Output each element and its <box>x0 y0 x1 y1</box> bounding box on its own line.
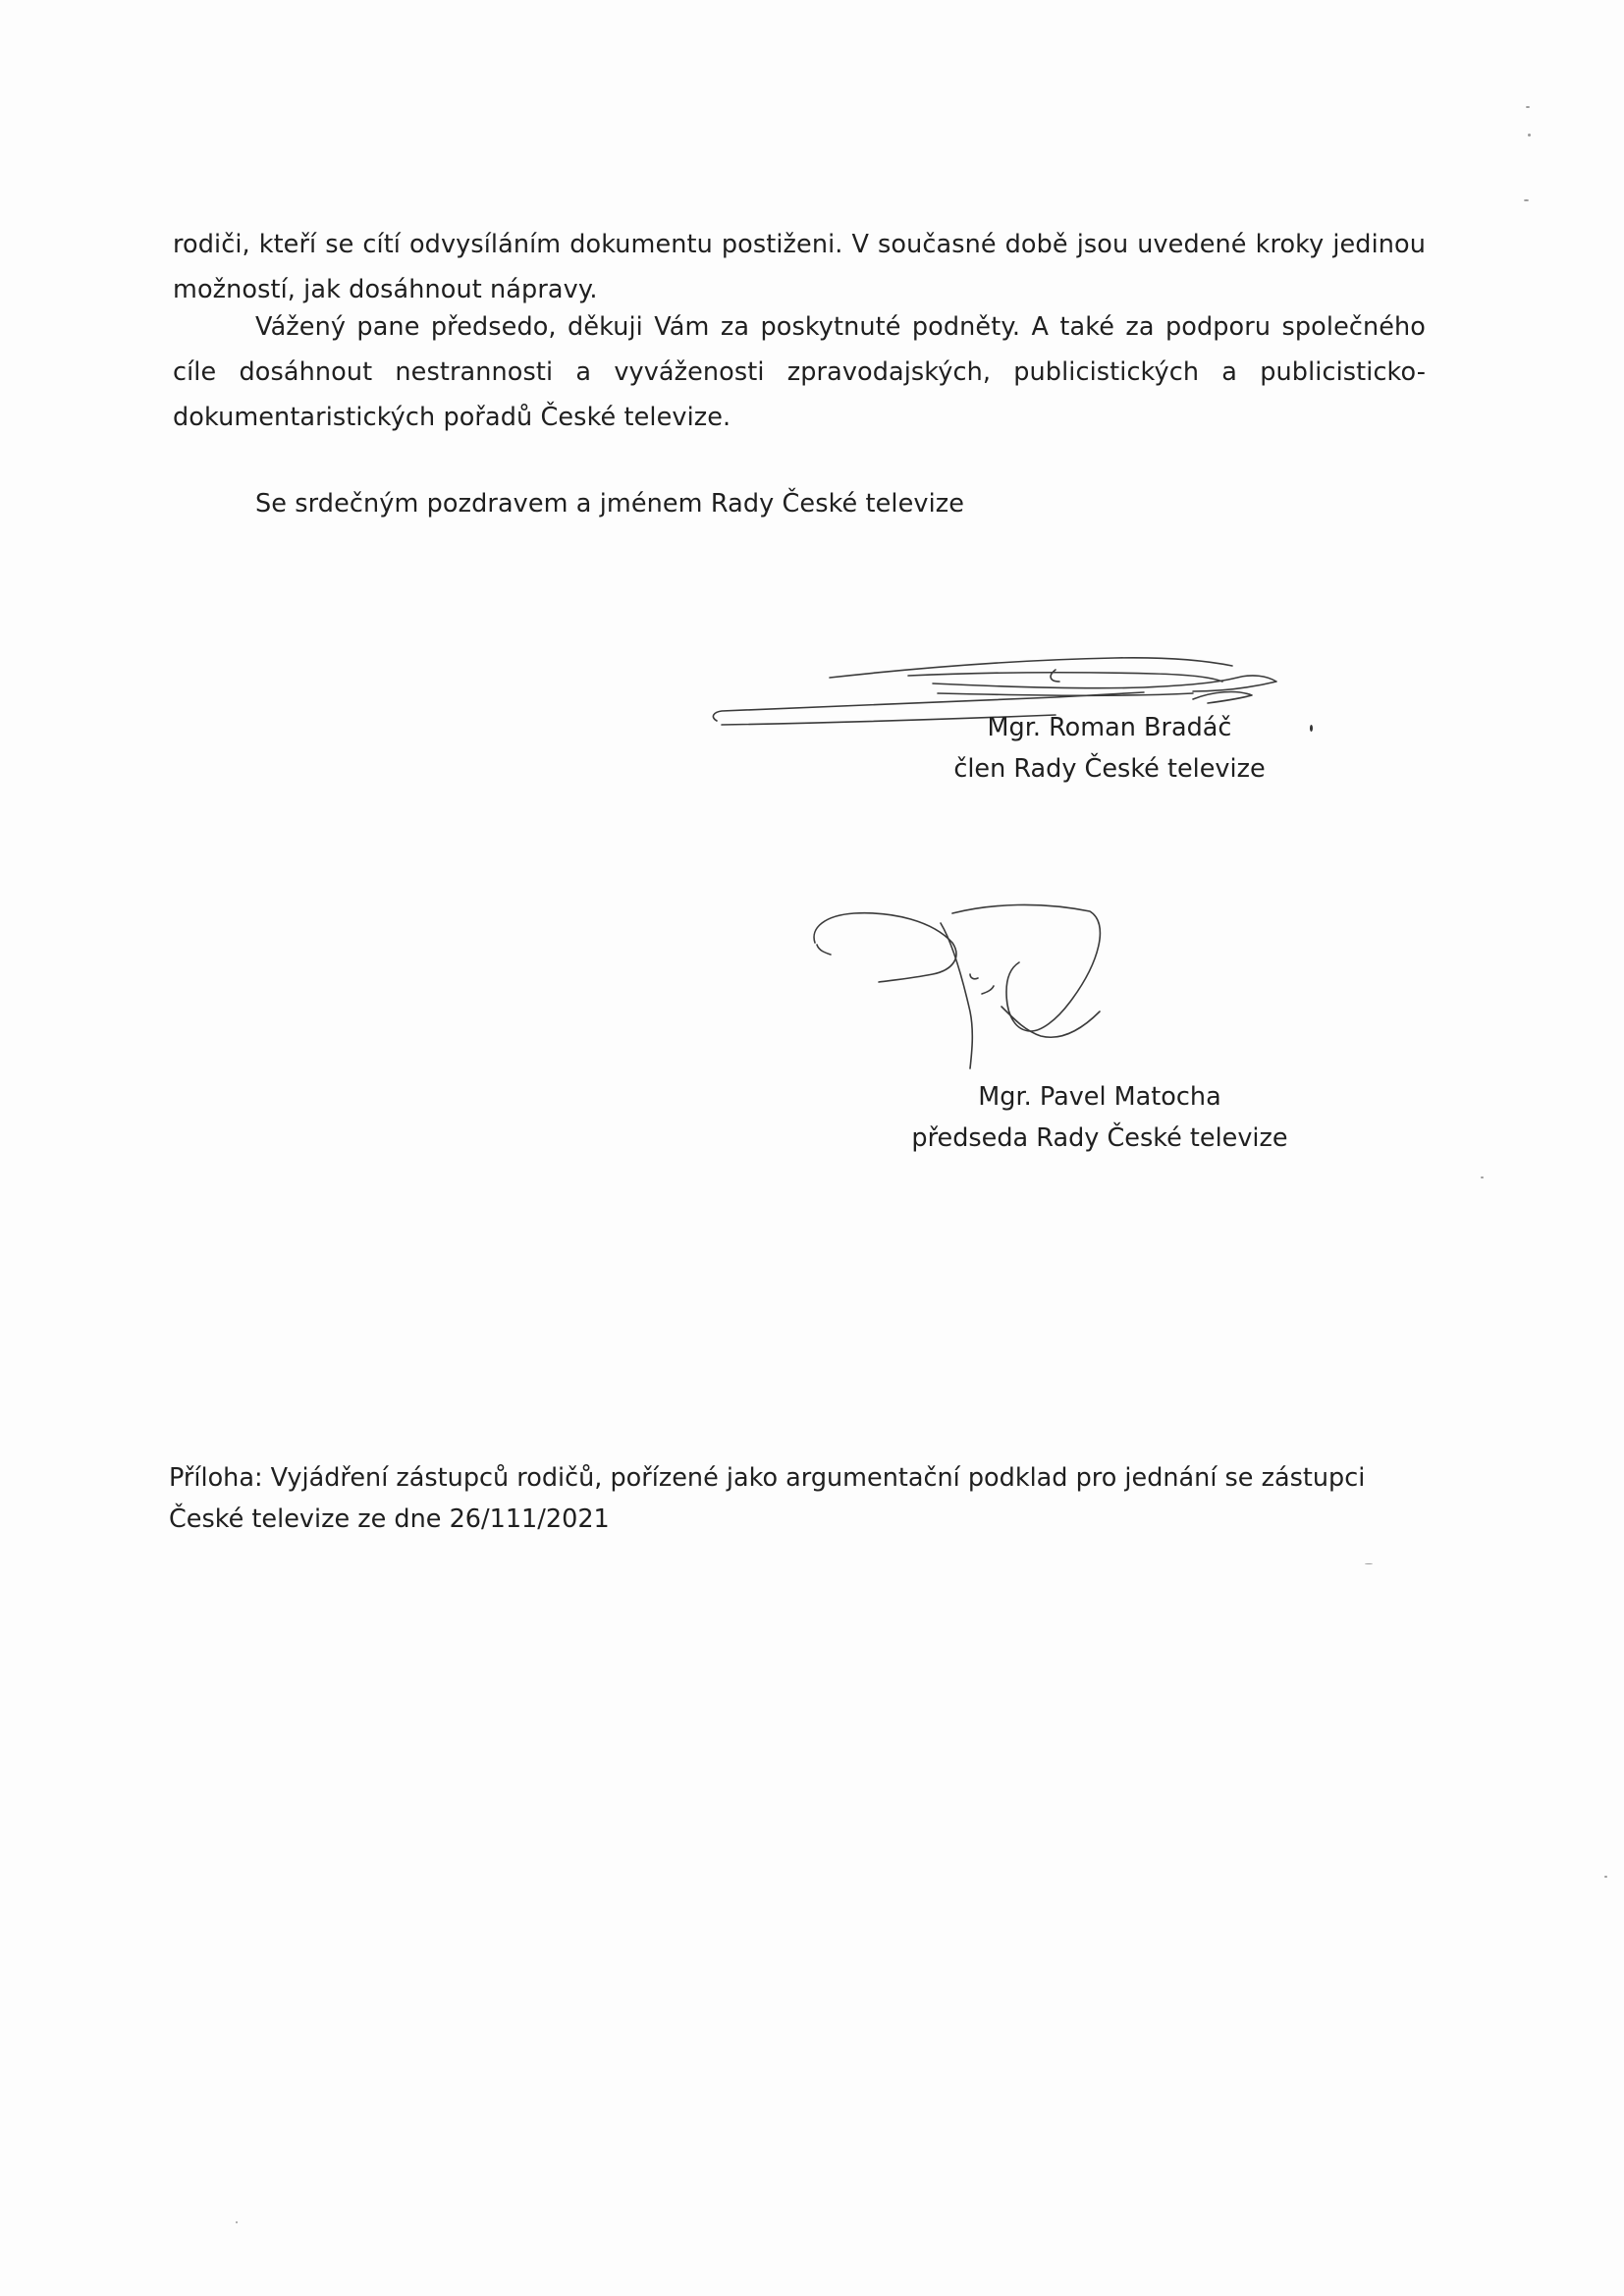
attachment-line-1: Příloha: Vyjádření zástupců rodičů, pořízené jako argumentační podklad pro jednání se zástupci <box>169 1463 1366 1493</box>
attachment-line-2: České televize ze dne 26/111/2021 <box>169 1504 610 1534</box>
closing-greeting: Se srdečným pozdravem a jménem Rady České televize <box>255 488 965 519</box>
signatory-block-bradac <box>884 707 1335 790</box>
signatory-role: předseda Rady České televize <box>911 1123 1288 1153</box>
attachment-note <box>169 1457 1386 1540</box>
scan-speck <box>1604 1876 1607 1878</box>
scan-speck <box>236 2221 238 2223</box>
paragraph-conclusion: rodiči, kteří se cítí odvysíláním dokumentu postiženi. V současné době jsou uvedené kroky jedinou možností, jak dosáhnout nápravy. <box>173 229 1426 304</box>
signatory-block-matocha <box>864 1076 1335 1159</box>
signatory-role: člen Rady České televize <box>953 754 1266 784</box>
signatory-name: Mgr. Roman Bradáč <box>987 713 1232 742</box>
scan-speck <box>1365 1563 1373 1564</box>
scan-speck <box>1528 134 1531 137</box>
paragraph-thanks <box>173 304 1426 440</box>
signatory-name: Mgr. Pavel Matocha <box>978 1082 1221 1112</box>
paragraph-thanks-text: Vážený pane předsedo, děkuji Vám za poskytnuté podněty. A také za podporu společného cíle dosáhnout nestrannosti a vyváženosti zpravodajských, publicistických a publicisticko-dokumentaristických pořadů České televize. <box>173 312 1426 432</box>
scan-speck <box>1524 199 1529 201</box>
scan-speck <box>1526 106 1530 108</box>
scan-speck <box>1481 1176 1484 1178</box>
signature-matocha-image <box>805 884 1159 1080</box>
scan-speck <box>1310 725 1313 732</box>
